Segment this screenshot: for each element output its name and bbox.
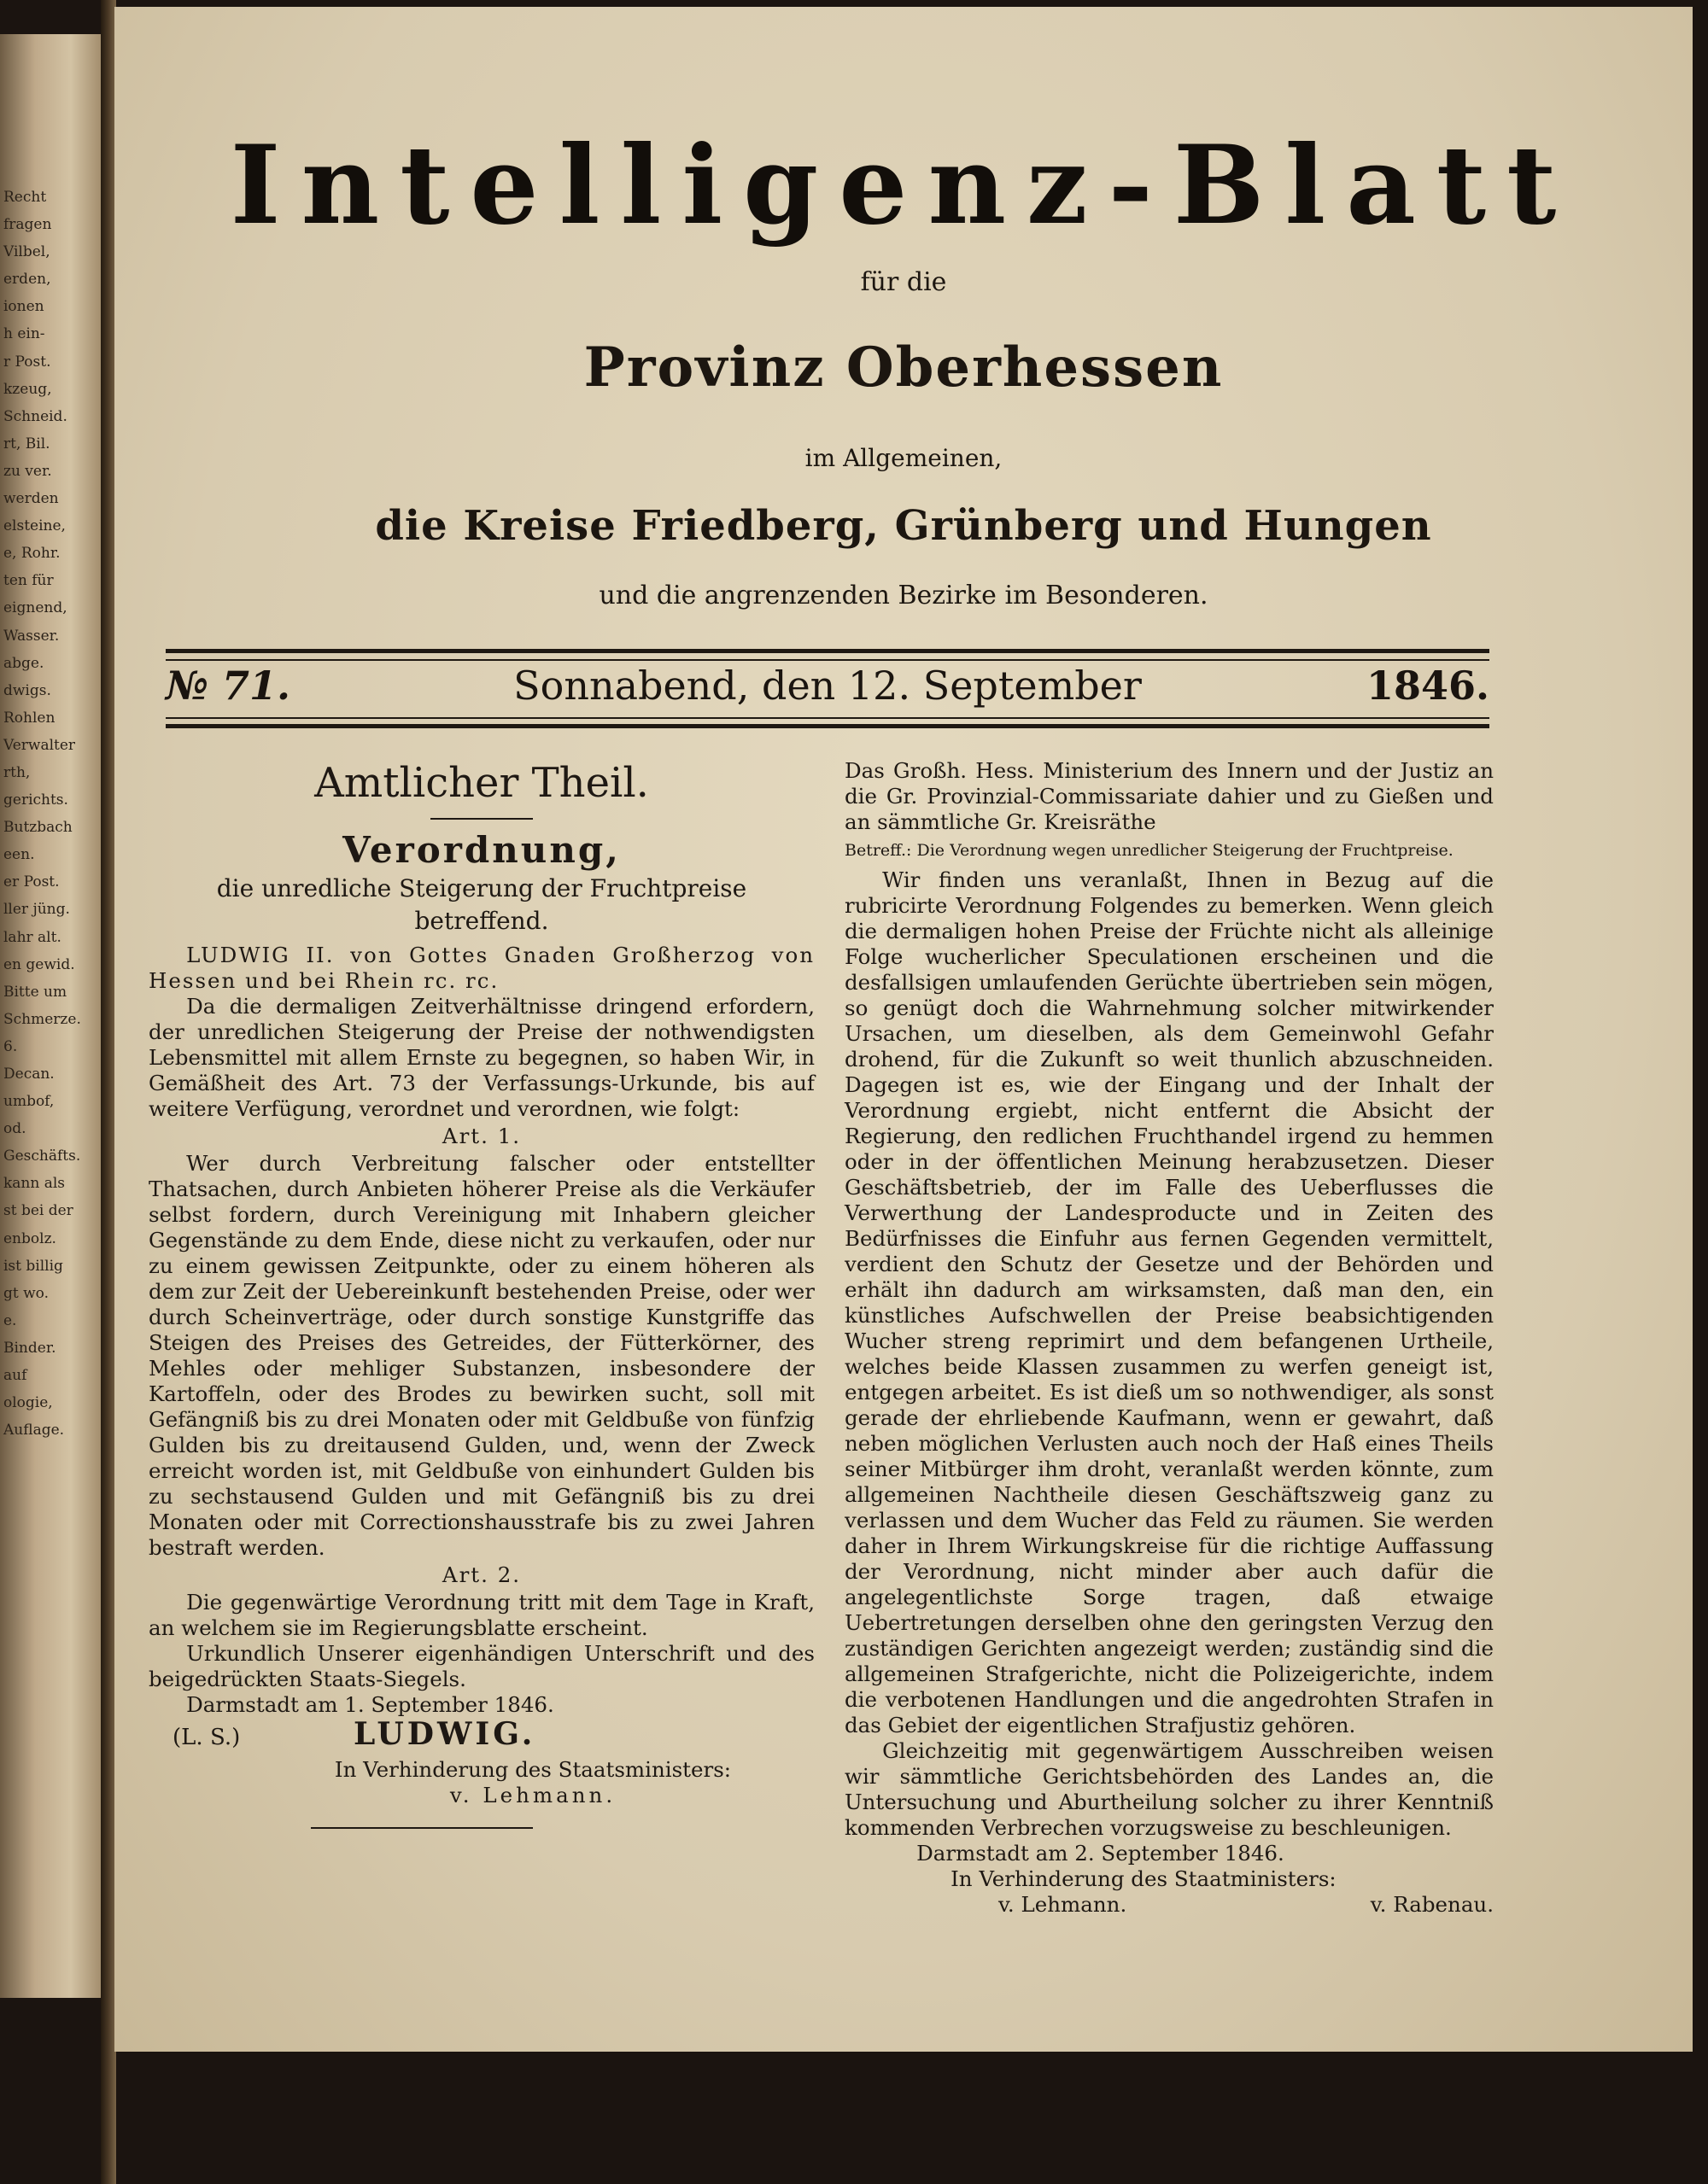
- ruler-title: LUDWIG II. von Gottes Gnaden Großherzog von Hessen und bei Rhein rc. rc.: [149, 943, 815, 993]
- left-page-fragment: Geschäfts.: [3, 1147, 81, 1165]
- left-page-fragment: er Post.: [3, 873, 60, 891]
- masthead-general: im Allgemeinen,: [804, 444, 1003, 472]
- ludwig-signature: [354, 1716, 536, 1752]
- left-page-fragment: Decan.: [3, 1066, 55, 1083]
- left-page-fragment: en gewid.: [3, 955, 75, 973]
- article-1-text: Wer durch Verbreitung falscher oder entstellter Thatsachen, durch Anbieten höherer Preise als die Verkäufer selbst fordern, durch Vereinigung mit Inhabern gleicher Gegenstände zu dem Ende, diese nicht zu verkaufen, oder nur zu einem gewissen Zeitpunkte, oder zu einem höheren als dem zur Zeit der Uebereinkunft bestehenden Preise, oder wer durch Scheinverträge, oder durch sonstige Kunstgriffe das Steigen des Preises des Getreides, der Fütterkörner, des Mehles oder mehliger Substanzen, insbesondere der Kartoffeln, oder des Brodes zu bewirken sucht, soll mit Gefängniß bis zu drei Monaten oder mit Geldbuße von fünfzig Gulden bis zu dreitausend Gulden, und, wenn der Zweck erreicht worden ist, mit Geldbuße von einhundert Gulden bis zu sechstausend Gulden und mit Gefängniß bis zu drei Monaten oder mit Correctionshausstrafe bis zu zwei Jahren bestraft werden.: [149, 1151, 815, 1560]
- masthead-province: Provinz Oberhessen: [583, 336, 1224, 400]
- left-page-fragments: [3, 188, 81, 1448]
- left-page-fragment: abge.: [3, 654, 44, 672]
- right-column: [845, 758, 1494, 1926]
- left-page-fragment: od.: [3, 1120, 26, 1138]
- ordinance-subject: die unredliche Steigerung der Fruchtpreise betreffend.: [216, 874, 747, 935]
- left-page-fragment: auf: [3, 1367, 27, 1385]
- signer-rabenau: v. Rabenau.: [1370, 1892, 1494, 1917]
- left-page-fragment: Schmerze.: [3, 1010, 81, 1028]
- article-1-heading: Art. 1.: [442, 1124, 522, 1148]
- left-page-fragment: kzeug,: [3, 380, 52, 398]
- left-page-fragment: umbof,: [3, 1093, 55, 1111]
- left-page-fragment: ologie,: [3, 1394, 53, 1412]
- left-page-fragment: werden: [3, 490, 59, 508]
- masthead-adjacent: und die angrenzenden Bezirke im Besonderen.: [599, 581, 1208, 610]
- left-page-fragment: e, Rohr.: [3, 545, 61, 563]
- masthead-districts: die Kreise Friedberg, Grünberg und Hungen: [375, 502, 1432, 550]
- section-divider: [430, 818, 533, 820]
- deputy-line-right: In Verhinderung des Staatministers:: [951, 1866, 1337, 1891]
- left-page-fragment: dwigs.: [3, 681, 51, 699]
- deputy-line-left: In Verhinderung des Staatsministers:: [334, 1757, 732, 1782]
- left-facing-page: [0, 34, 101, 1998]
- preamble: Da die dermaligen Zeitverhältnisse dringend erfordern, der unredlichen Steigerung der Preise der nothwendigsten Lebensmittel mit allem Ernste zu begegnen, so haben Wir, in Gemäßheit des Art. 73 der Verfassungs-Urkunde, bis auf weitere Verfügung, verordnet und verordnen, wie folgt:: [149, 994, 815, 1121]
- issue-year: 1846.: [1366, 663, 1489, 709]
- left-page-fragment: st bei der: [3, 1202, 73, 1220]
- left-page-fragment: ionen: [3, 298, 44, 316]
- left-page-fragment: enbolz.: [3, 1229, 56, 1247]
- left-page-fragment: elsteine,: [3, 517, 66, 535]
- issue-number: № 71.: [166, 663, 291, 709]
- ordinance-title: Verordnung,: [342, 829, 621, 871]
- article-2-text: Die gegenwärtige Verordnung tritt mit dem Tage in Kraft, an welchem sie im Regierungsblatte erscheint.: [149, 1590, 815, 1640]
- left-page-fragment: r Post.: [3, 353, 51, 371]
- seal-signature-row: [149, 1716, 815, 1757]
- left-page-fragment: h ein-: [3, 325, 45, 343]
- left-page-fragment: Rohlen: [3, 709, 56, 727]
- concerning-line: Betreff.: Die Verordnung wegen unredlicher Steigerung der Fruchtpreise.: [845, 841, 1454, 860]
- circular-body: Wir finden uns veranlaßt, Ihnen in Bezug auf die rubricirte Verordnung Folgendes zu bemerken. Wenn gleich die dermaligen hohen Preise der Früchte nicht als alleinige Folge wucherlicher Speculationen erscheinen und die desfallsigen umlaufenden Gerüchte übertrieben sein mögen, so genügt doch die Wahrnehmung solcher mitwirkender Ursachen, um dieselben, als dem Gemeinwohl Gefahr drohend, für die Zukunft so weit thunlich abzuschneiden. Dagegen ist es, wie der Eingang und der Inhalt der Verordnung ergiebt, nicht entfernt die Absicht der Regierung, den redlichen Fruchthandel irgend zu hemmen oder in der öffentlichen Meinung herabzusetzen. Dieser Geschäftsbetrieb, der im Falle des Ueberflusses die Verwerthung der Landesproducte und in Zeiten des Bedürfnisses die Einfuhr aus fernen Gegenden vermittelt, verdient den Schutz der Gesetze und der Behörden und erhält ihn dadurch am wirksamsten, daß man den, ein künstliches Aufschwellen der Preise beabsichtigenden Wucher streng reprimirt und dem befangenen Urtheile, welches beide Klassen zusammen zu werfen geneigt ist, entgegen arbeitet. Es ist dieß um so nothwendiger, als sonst gerade der ehrliebende Kaufmann, wenn er gewahrt, daß neben möglichen Verlusten auch noch der Haß eines Theils seiner Mitbürger ihm droht, veranlaßt werden könnte, zum allgemeinen Nachtheile diesen Geschäftszweig ganz zu verlassen und dem Wucher das Feld zu räumen. Sie werden daher in Ihrem Wirkungskreise für die richtige Auffassung der Verordnung, nicht minder aber auch dafür die angelegentlichste Sorge tragen, daß etwaige Uebertretungen derselben ohne den geringsten Verzug den zuständigen Gerichten angezeigt werden; zuständig sind die allgemeinen Strafgerichte, nicht die Polizeigerichte, indem die verbotenen Handlungen und die angedrohten Strafen in das Gebiet der eigentlichen Strafjustiz gehören.: [845, 867, 1494, 1737]
- left-page-fragment: ten für: [3, 572, 54, 590]
- left-page-fragment: Butzbach: [3, 819, 73, 837]
- rule-top-thick: [166, 649, 1489, 653]
- newspaper-page: [114, 7, 1693, 2052]
- left-page-fragment: erden,: [3, 271, 51, 289]
- seal-mark: (L. S.): [173, 1725, 241, 1750]
- signer-lehmann: v. Lehmann.: [998, 1892, 1127, 1917]
- circular-body-2: Gleichzeitig mit gegenwärtigem Ausschreiben weisen wir sämmtliche Gerichtsbehörden des Landes an, die Untersuchung und Aburtheilung solcher zu ihrer Kenntniß kommenden Verbrechen vorzugsweise zu beschleunigen.: [845, 1738, 1494, 1840]
- left-page-fragment: eignend,: [3, 599, 67, 617]
- place-date-right: Darmstadt am 2. September 1846.: [916, 1841, 1284, 1866]
- rule-top-thin: [166, 659, 1489, 661]
- ludwig-signature-text: LUDWIG.: [354, 1716, 536, 1752]
- left-page-fragment: rt, Bil.: [3, 435, 50, 453]
- section-heading: Amtlicher Theil.: [314, 759, 649, 807]
- left-page-fragment: zu ver.: [3, 462, 52, 480]
- right-signatures: [845, 1892, 1494, 1926]
- sender-address: Das Großh. Hess. Ministerium des Innern und der Justiz an die Gr. Provinzial-Commissariate dahier und zu Gießen und an sämmtliche Gr. Kreisräthe: [845, 758, 1494, 834]
- left-page-fragment: fragen: [3, 216, 52, 234]
- masthead-for-the: für die: [860, 267, 947, 297]
- left-page-fragment: Recht: [3, 189, 47, 206]
- left-page-fragment: Auflage.: [3, 1422, 65, 1439]
- attestation: Urkundlich Unserer eigenhändigen Unterschrift und des beigedrückten Staats-Siegels.: [149, 1641, 815, 1691]
- left-page-fragment: e.: [3, 1311, 17, 1329]
- left-page-fragment: ist billig: [3, 1257, 63, 1275]
- left-page-fragment: een.: [3, 846, 35, 864]
- left-page-fragment: 6.: [3, 1037, 18, 1055]
- left-page-fragment: gt wo.: [3, 1284, 50, 1302]
- left-column: [149, 758, 815, 1829]
- left-page-fragment: Binder.: [3, 1339, 56, 1357]
- left-page-fragment: Schneid.: [3, 407, 67, 425]
- place-date-left: Darmstadt am 1. September 1846.: [186, 1692, 554, 1717]
- left-page-fragment: Vilbel,: [3, 243, 50, 261]
- left-page-fragment: Wasser.: [3, 627, 60, 645]
- left-page-fragment: kann als: [3, 1175, 66, 1193]
- left-page-fragment: lahr alt.: [3, 928, 61, 946]
- issue-date: Sonnabend, den 12. September: [513, 663, 1142, 709]
- deputy-name-left: v. Lehmann.: [449, 1783, 617, 1807]
- masthead-title: Intelligenz-Blatt: [230, 122, 1577, 248]
- rule-bottom-thick: [166, 724, 1489, 728]
- left-page-fragment: Verwalter: [3, 736, 76, 754]
- end-rule: [311, 1827, 533, 1829]
- rule-bottom-thin: [166, 717, 1489, 719]
- left-page-fragment: gerichts.: [3, 791, 68, 809]
- left-page-fragment: rth,: [3, 763, 31, 781]
- article-2-heading: Art. 2.: [442, 1562, 522, 1587]
- left-page-fragment: ller jüng.: [3, 901, 70, 919]
- left-page-fragment: Bitte um: [3, 983, 67, 1001]
- dateline: [166, 663, 1489, 715]
